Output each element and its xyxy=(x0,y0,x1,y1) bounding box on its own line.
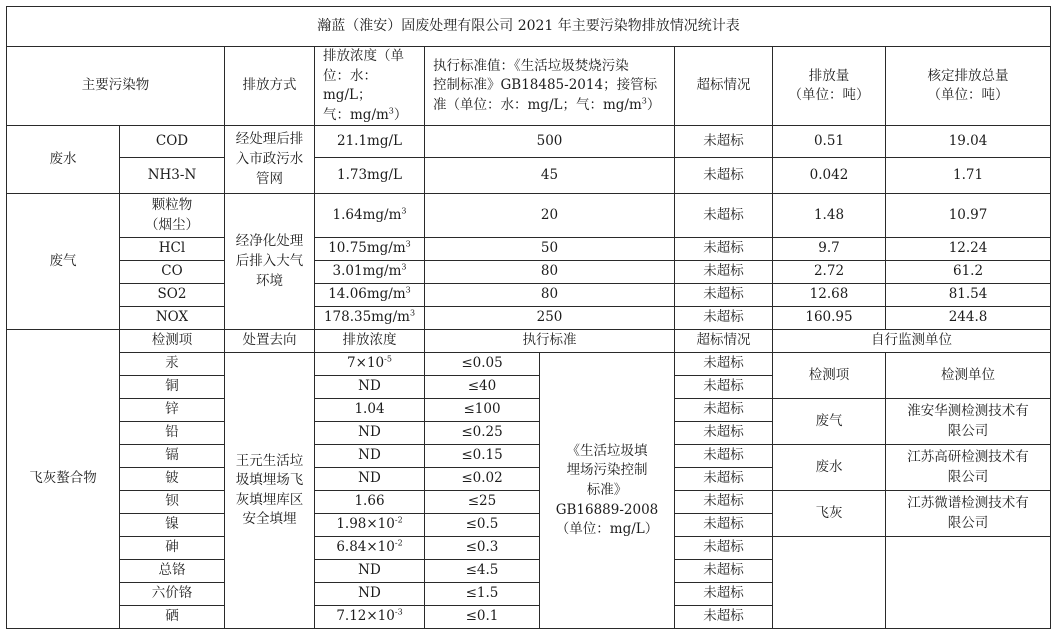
metal-name: 钡 xyxy=(120,491,225,514)
table-row xyxy=(7,445,1051,468)
metal-name: 总铬 xyxy=(120,560,225,583)
amount-value: 0.51 xyxy=(773,126,886,158)
metal-limit: ≤0.25 xyxy=(425,422,540,445)
header-row xyxy=(7,47,1051,126)
table-row xyxy=(7,194,1051,238)
concentration-value: $10.75mg/m^3$ xyxy=(315,238,425,261)
metal-name: 汞 xyxy=(120,353,225,376)
flyash-header-exceed: 超标情况 xyxy=(675,330,773,353)
approved-value: 19.04 xyxy=(886,126,1051,158)
metal-limit: ≤0.5 xyxy=(425,514,540,537)
exceed-status: 未超标 xyxy=(675,307,773,330)
approved-value: 10.97 xyxy=(886,194,1051,238)
metal-concentration: 1.66 xyxy=(315,491,425,514)
concentration-value: $14.06mg/m^3$ xyxy=(315,284,425,307)
monitor-unit: 江苏高研检测技术有 限公司 xyxy=(886,445,1051,491)
concentration-value: $3.01mg/m^3$ xyxy=(315,261,425,284)
metal-name: 镍 xyxy=(120,514,225,537)
emission-table xyxy=(6,6,1051,629)
metal-limit: ≤4.5 xyxy=(425,560,540,583)
metal-name: 六价铬 xyxy=(120,583,225,606)
table-row xyxy=(7,126,1051,158)
amount-value: 12.68 xyxy=(773,284,886,307)
standard-value: 500 xyxy=(425,126,675,158)
exceed-status: 未超标 xyxy=(675,284,773,307)
metal-concentration: ND xyxy=(315,560,425,583)
table-row xyxy=(7,284,1051,307)
amount-value: 160.95 xyxy=(773,307,886,330)
table-row xyxy=(7,307,1051,330)
concentration-value: $178.35mg/m^3$ xyxy=(315,307,425,330)
standard-value: 50 xyxy=(425,238,675,261)
approved-value: 61.2 xyxy=(886,261,1051,284)
metal-concentration: ND xyxy=(315,468,425,491)
standard-value: 80 xyxy=(425,261,675,284)
monitor-header-item: 检测项 xyxy=(773,353,886,399)
metal-limit: ≤25 xyxy=(425,491,540,514)
concentration-value: 1.73mg/L xyxy=(315,158,425,194)
amount-value: 2.72 xyxy=(773,261,886,284)
pollutant-name: HCl xyxy=(120,238,225,261)
flyash-header-destination: 处置去向 xyxy=(225,330,315,353)
exceed-status: 未超标 xyxy=(675,422,773,445)
metal-limit: ≤0.02 xyxy=(425,468,540,491)
header-concentration: 排放浓度（单 位：水：mg/L； 气：$mg/m^3$） xyxy=(315,47,425,126)
exceed-status: 未超标 xyxy=(675,261,773,284)
header-amount: 排放量 （单位：吨） xyxy=(773,47,886,126)
pollutant-name: NH3-N xyxy=(120,158,225,194)
monitor-unit: 淮安华测检测技术有 限公司 xyxy=(886,399,1051,445)
exceed-status: 未超标 xyxy=(675,399,773,422)
exceed-status: 未超标 xyxy=(675,376,773,399)
flyash-destination: 王元生活垃 圾填埋场飞 灰填埋库区 安全填埋 xyxy=(225,353,315,629)
monitor-empty-item xyxy=(773,537,886,629)
metal-concentration: $6.84\times 10^{-2}$ xyxy=(315,537,425,560)
standard-value: 80 xyxy=(425,284,675,307)
metal-concentration: 1.04 xyxy=(315,399,425,422)
wastewater-method: 经处理后排 入市政污水 管网 xyxy=(225,126,315,194)
flyash-header-standard: 执行标准 xyxy=(425,330,675,353)
monitor-empty-unit xyxy=(886,537,1051,629)
exhaust-method: 经净化处理 后排入大气 环境 xyxy=(225,194,315,330)
standard-value: 20 xyxy=(425,194,675,238)
metal-name: 砷 xyxy=(120,537,225,560)
metal-name: 铍 xyxy=(120,468,225,491)
group-wastewater: 废水 xyxy=(7,126,120,194)
flyash-header-row xyxy=(7,330,1051,353)
table-row xyxy=(7,399,1051,422)
flyash-standard: 《生活垃圾填 埋场污染控制 标准》 GB16889-2008 （单位：mg/L） xyxy=(540,353,675,629)
exceed-status: 未超标 xyxy=(675,194,773,238)
flyash-header-monitor: 自行监测单位 xyxy=(773,330,1051,353)
metal-limit: ≤0.05 xyxy=(425,353,540,376)
exceed-status: 未超标 xyxy=(675,583,773,606)
exceed-status: 未超标 xyxy=(675,491,773,514)
table-row xyxy=(7,158,1051,194)
pollutant-name: COD xyxy=(120,126,225,158)
metal-name: 硒 xyxy=(120,606,225,629)
exceed-status: 未超标 xyxy=(675,514,773,537)
standard-value: 250 xyxy=(425,307,675,330)
concentration-value: $1.64mg/m^3$ xyxy=(315,194,425,238)
flyash-header-conc: 排放浓度 xyxy=(315,330,425,353)
metal-limit: ≤40 xyxy=(425,376,540,399)
amount-value: 9.7 xyxy=(773,238,886,261)
metal-concentration: $1.98\times 10^{-2}$ xyxy=(315,514,425,537)
exceed-status: 未超标 xyxy=(675,353,773,376)
pollutant-name: 颗粒物 （烟尘） xyxy=(120,194,225,238)
exceed-status: 未超标 xyxy=(675,158,773,194)
header-standard: 执行标准值：《生活垃圾焚烧污染 控制标准》GB18485-2014；接管标 准（单位：水：mg/L；气：$mg/m^3$） xyxy=(425,47,675,126)
group-flyash: 飞灰螯合物 xyxy=(7,330,120,629)
approved-value: 12.24 xyxy=(886,238,1051,261)
metal-name: 锌 xyxy=(120,399,225,422)
table-row xyxy=(7,353,1051,376)
metal-concentration: $7.12\times 10^{-3}$ xyxy=(315,606,425,629)
metal-concentration: ND xyxy=(315,422,425,445)
metal-limit: ≤1.5 xyxy=(425,583,540,606)
table-title: 瀚蓝（淮安）固废处理有限公司 2021 年主要污染物排放情况统计表 xyxy=(7,7,1051,47)
exceed-status: 未超标 xyxy=(675,238,773,261)
metal-limit: ≤0.1 xyxy=(425,606,540,629)
approved-value: 244.8 xyxy=(886,307,1051,330)
amount-value: 0.042 xyxy=(773,158,886,194)
header-approved: 核定排放总量 （单位：吨） xyxy=(886,47,1051,126)
group-exhaust: 废气 xyxy=(7,194,120,330)
metal-concentration: ND xyxy=(315,445,425,468)
metal-concentration: ND xyxy=(315,376,425,399)
approved-value: 81.54 xyxy=(886,284,1051,307)
exceed-status: 未超标 xyxy=(675,560,773,583)
exceed-status: 未超标 xyxy=(675,126,773,158)
table-row xyxy=(7,537,1051,560)
monitor-header-unit: 检测单位 xyxy=(886,353,1051,399)
concentration-value: 21.1mg/L xyxy=(315,126,425,158)
pollutant-name: CO xyxy=(120,261,225,284)
monitor-item: 废气 xyxy=(773,399,886,445)
table-row xyxy=(7,261,1051,284)
header-method: 排放方式 xyxy=(225,47,315,126)
pollutant-name: SO2 xyxy=(120,284,225,307)
table-row xyxy=(7,491,1051,514)
flyash-header-item: 检测项 xyxy=(120,330,225,353)
exceed-status: 未超标 xyxy=(675,468,773,491)
metal-limit: ≤0.3 xyxy=(425,537,540,560)
monitor-item: 废水 xyxy=(773,445,886,491)
pollutant-name: NOX xyxy=(120,307,225,330)
metal-name: 镉 xyxy=(120,445,225,468)
metal-name: 铜 xyxy=(120,376,225,399)
header-pollutant: 主要污染物 xyxy=(7,47,225,126)
monitor-item: 飞灰 xyxy=(773,491,886,537)
approved-value: 1.71 xyxy=(886,158,1051,194)
metal-limit: ≤100 xyxy=(425,399,540,422)
metal-concentration: ND xyxy=(315,583,425,606)
standard-value: 45 xyxy=(425,158,675,194)
monitor-unit: 江苏微谱检测技术有 限公司 xyxy=(886,491,1051,537)
metal-limit: ≤0.15 xyxy=(425,445,540,468)
metal-concentration: $7\times 10^{-5}$ xyxy=(315,353,425,376)
exceed-status: 未超标 xyxy=(675,445,773,468)
amount-value: 1.48 xyxy=(773,194,886,238)
table-row xyxy=(7,238,1051,261)
exceed-status: 未超标 xyxy=(675,606,773,629)
header-exceed: 超标情况 xyxy=(675,47,773,126)
exceed-status: 未超标 xyxy=(675,537,773,560)
metal-name: 铅 xyxy=(120,422,225,445)
